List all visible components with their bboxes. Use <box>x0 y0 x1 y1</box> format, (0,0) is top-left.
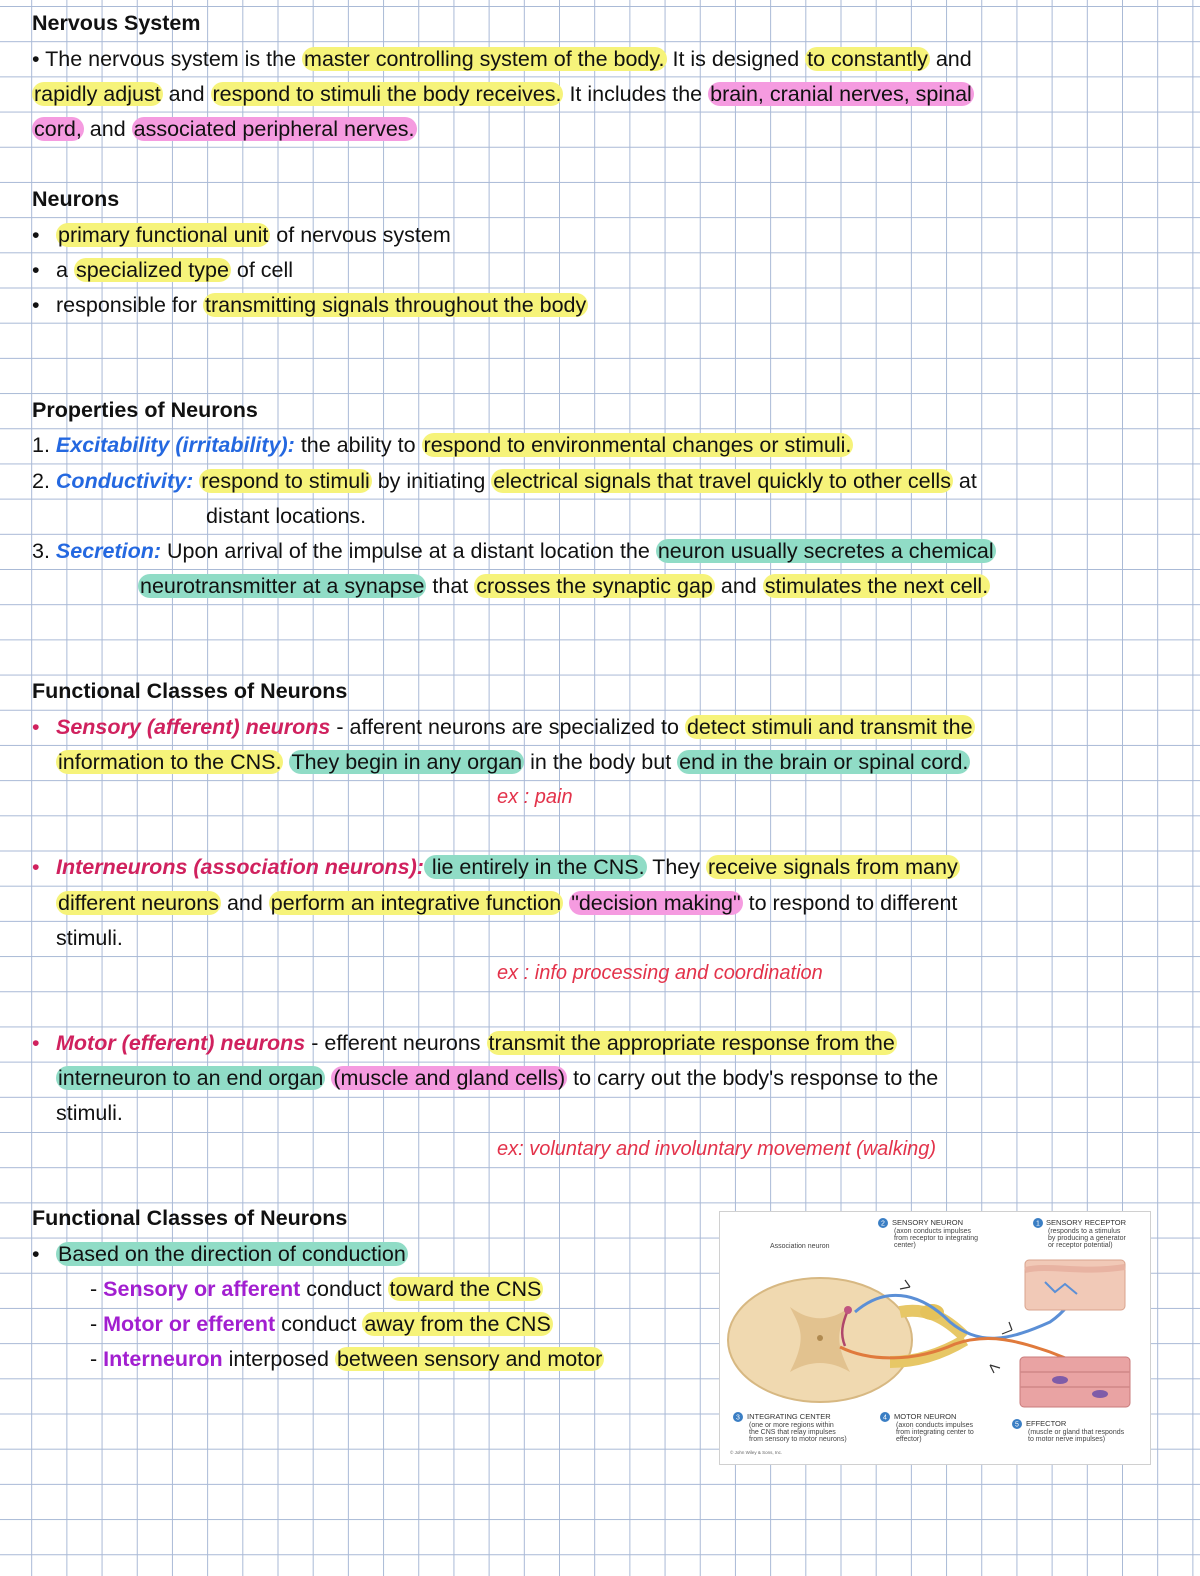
heading-neurons: Neurons <box>32 187 120 211</box>
highlight-yellow: specialized type <box>75 258 229 282</box>
association-neuron-body <box>844 1306 852 1314</box>
highlight-yellow: electrical signals that travel quickly to other cells <box>493 469 951 493</box>
interneuron-line-1 <box>32 852 960 882</box>
heading-nervous-system: Nervous System <box>32 11 201 35</box>
highlight-green: Based on the direction of conduction <box>58 1242 406 1266</box>
label-text: (one or more regions within <box>749 1422 834 1429</box>
property-conductivity-cont: distant locations. <box>206 504 367 528</box>
interneuron-line-3: stimuli. <box>56 926 123 950</box>
highlight-yellow: different neurons <box>58 891 219 915</box>
direction-sensory <box>90 1274 543 1304</box>
muscle-nucleus <box>1052 1376 1068 1384</box>
text: to carry out the body's response to the <box>567 1066 939 1090</box>
highlight-yellow: rapidly adjust <box>34 82 161 106</box>
text: responsible for <box>56 293 203 317</box>
nervous-system-line-2 <box>32 79 974 109</box>
highlight-yellow: toward the CNS <box>389 1277 542 1301</box>
highlight-pink: "decision making" <box>571 891 741 915</box>
highlight-pink: associated peripheral nerves. <box>133 117 415 141</box>
text: It includes the <box>563 82 709 106</box>
highlight-green: end in the brain or spinal cord. <box>679 750 969 774</box>
text: at <box>952 469 977 493</box>
term-motor-neurons: Motor (efferent) neurons <box>56 1031 306 1055</box>
term-sensory-afferent: Sensory or afferent <box>103 1277 301 1301</box>
interneuron-line-2 <box>56 888 957 918</box>
bullet-icon: • <box>32 855 40 879</box>
label-association-neuron: Association neuron <box>770 1243 830 1250</box>
highlight-yellow: transmit the appropriate response from the <box>488 1031 895 1055</box>
text: and <box>220 891 269 915</box>
highlight-yellow: transmitting signals throughout the body <box>205 293 587 317</box>
text: of cell <box>230 258 294 282</box>
text: and <box>162 82 211 106</box>
highlight-yellow: respond to stimuli the body receives. <box>212 82 562 106</box>
dash: - <box>90 1347 104 1371</box>
central-canal <box>817 1335 823 1341</box>
dash: - <box>90 1277 104 1301</box>
label-text: to motor nerve impulses) <box>1028 1436 1106 1443</box>
arrow-icon <box>990 1365 1000 1373</box>
highlight-yellow: master controlling system of the body. <box>304 47 665 71</box>
highlight-yellow: stimulates the next cell. <box>764 574 989 598</box>
neurons-bullet-3 <box>32 290 588 320</box>
highlight-yellow: to constantly <box>807 47 928 71</box>
text: and <box>83 117 132 141</box>
term-motor-efferent: Motor or efferent <box>103 1312 276 1336</box>
highlight-green: interneuron to an end organ <box>58 1066 324 1090</box>
label-text: (axon conducts impulses <box>894 1228 972 1235</box>
reflex-arc-illustration <box>720 1212 1150 1464</box>
label-text: from receptor to integrating <box>894 1235 979 1242</box>
label-text: the CNS that relay impulses <box>749 1429 836 1436</box>
property-excitability <box>32 430 853 460</box>
list-number: 3. <box>32 539 56 563</box>
highlight-yellow: receive signals from many <box>707 855 958 879</box>
highlight-pink: brain, cranial nerves, spinal <box>710 82 972 106</box>
text: - afferent neurons are specialized to <box>330 715 685 739</box>
text: by initiating <box>371 469 492 493</box>
label-text: by producing a generator <box>1048 1235 1126 1242</box>
label-text: effector) <box>896 1436 922 1443</box>
text: that <box>426 574 475 598</box>
highlight-yellow: perform an integrative function <box>270 891 562 915</box>
label-text: center) <box>894 1242 916 1249</box>
example-interneuron: ex : info processing and coordination <box>497 962 823 984</box>
label-integrating-center-title: INTEGRATING CENTER <box>747 1412 831 1421</box>
text: the ability to <box>294 433 422 457</box>
sensory-line-1 <box>32 712 975 742</box>
highlight-yellow: information to the CNS. <box>58 750 282 774</box>
property-secretion-cont <box>138 571 990 601</box>
label-effector-title: EFFECTOR <box>1026 1419 1067 1428</box>
skin-layer <box>1025 1267 1125 1270</box>
heading-functional-classes: Functional Classes of Neurons <box>32 679 348 703</box>
text: Upon arrival of the impulse at a distant location the <box>161 539 656 563</box>
bullet-icon: • <box>32 293 40 317</box>
highlight-yellow: crosses the synaptic gap <box>476 574 713 598</box>
highlight-yellow: away from the CNS <box>364 1312 551 1336</box>
step-number: 2 <box>881 1220 885 1228</box>
direction-bullet <box>32 1239 408 1269</box>
neurons-bullet-2 <box>32 255 293 285</box>
property-secretion <box>32 536 996 566</box>
sensory-line-2 <box>56 747 970 777</box>
nervous-system-line-3 <box>32 114 417 144</box>
property-conductivity <box>32 466 977 496</box>
step-number: 4 <box>883 1414 887 1422</box>
example-motor: ex: voluntary and involuntary movement (walking) <box>497 1138 937 1160</box>
text: interposed <box>222 1347 335 1371</box>
highlight-green: neurotransmitter at a synapse <box>140 574 425 598</box>
step-number: 1 <box>1036 1220 1040 1228</box>
highlight-green: neuron usually secretes a chemical <box>657 539 994 563</box>
motor-line-2 <box>56 1063 938 1093</box>
list-number: 1. <box>32 433 56 457</box>
bullet-icon: • <box>32 223 40 247</box>
highlight-yellow: respond to stimuli <box>201 469 370 493</box>
arrow-icon <box>900 1280 910 1289</box>
label-text: or receptor potential) <box>1048 1242 1113 1249</box>
highlight-yellow: respond to environmental changes or stimuli. <box>423 433 852 457</box>
bullet-icon: • <box>32 258 40 282</box>
term-secretion: Secretion: <box>55 539 162 563</box>
list-number: 2. <box>32 469 56 493</box>
highlight-yellow: between sensory and motor <box>336 1347 603 1371</box>
term-sensory-neurons: Sensory (afferent) neurons <box>56 715 331 739</box>
muscle-effector-illustration <box>1020 1357 1130 1407</box>
nervous-system-line-1 <box>32 44 972 74</box>
highlight-yellow: detect stimuli and transmit the <box>686 715 973 739</box>
label-motor-neuron-title: MOTOR NEURON <box>894 1412 957 1421</box>
text: a <box>56 258 74 282</box>
text: of nervous system <box>270 223 451 247</box>
heading-functional-classes-2: Functional Classes of Neurons <box>32 1206 348 1230</box>
reflex-arc-figure <box>720 1212 1150 1464</box>
term-interneurons: Interneurons (association neurons): <box>56 855 424 879</box>
figure-credit: © John Wiley & Sons, Inc. <box>730 1450 783 1455</box>
bullet-icon: • <box>32 1242 40 1266</box>
text: • The nervous system is the <box>32 47 303 71</box>
label-text: (muscle or gland that responds <box>1028 1429 1125 1436</box>
example-sensory: ex : pain <box>497 786 573 808</box>
text: and <box>929 47 972 71</box>
term-conductivity: Conductivity: <box>55 469 194 493</box>
text: to respond to different <box>742 891 958 915</box>
label-text: (axon conducts impulses <box>896 1422 974 1429</box>
step-number: 3 <box>736 1414 740 1422</box>
heading-properties: Properties of Neurons <box>32 398 258 422</box>
label-sensory-receptor-title: SENSORY RECEPTOR <box>1046 1218 1127 1227</box>
bullet-icon: • <box>32 715 40 739</box>
bullet-icon: • <box>32 1031 40 1055</box>
label-text: (responds to a stimulus <box>1048 1228 1121 1235</box>
neurons-bullet-1 <box>32 220 451 250</box>
direction-motor <box>90 1309 553 1339</box>
text: conduct <box>275 1312 363 1336</box>
highlight-pink: cord, <box>34 117 82 141</box>
term-excitability: Excitability (irritability): <box>55 433 295 457</box>
dash: - <box>90 1312 104 1336</box>
arrow-icon <box>1002 1322 1012 1334</box>
text: in the body but <box>524 750 678 774</box>
highlight-pink: (muscle and gland cells) <box>333 1066 566 1090</box>
highlight-green: lie entirely in the CNS. <box>425 855 645 879</box>
highlight-green: They begin in any organ <box>291 750 523 774</box>
text: It is designed <box>666 47 806 71</box>
motor-line-3: stimuli. <box>56 1101 123 1125</box>
motor-line-1 <box>32 1028 897 1058</box>
step-number: 5 <box>1015 1421 1019 1429</box>
label-text: from integrating center to <box>896 1429 974 1436</box>
highlight-yellow: primary functional unit <box>58 223 269 247</box>
text: - efferent neurons <box>305 1031 487 1055</box>
muscle-nucleus <box>1092 1390 1108 1398</box>
label-text: from sensory to motor neurons) <box>749 1436 847 1443</box>
label-sensory-neuron-title: SENSORY NEURON <box>892 1218 963 1227</box>
term-interneuron: Interneuron <box>103 1347 223 1371</box>
text: conduct <box>300 1277 388 1301</box>
direction-interneuron <box>90 1344 604 1374</box>
text: They <box>646 855 706 879</box>
text: and <box>714 574 763 598</box>
